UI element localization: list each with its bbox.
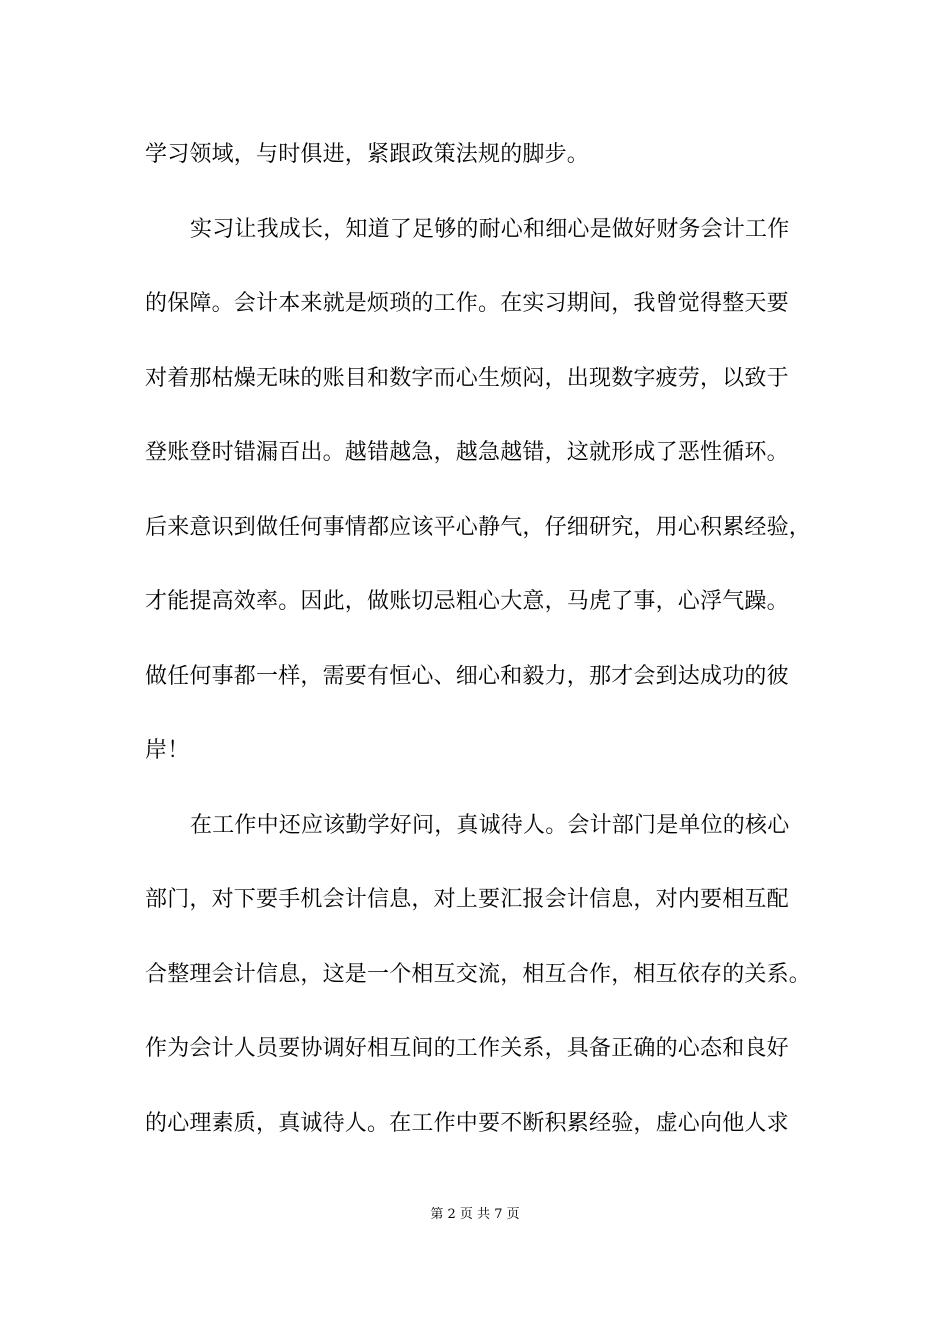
- page-footer: [0, 1206, 950, 1224]
- paragraph-line-1: 学习领域，与时俱进，紧跟政策法规的脚步。: [145, 142, 590, 167]
- paragraph-line-10: 在工作中还应该勤学好问，真诚待人。会计部门是单位的核心: [190, 813, 790, 838]
- paragraph-line-14: 的心理素质，真诚待人。在工作中要不断积累经验，虚心向他人求: [145, 1111, 789, 1136]
- page-number-label: 第 2 页 共 7 页: [430, 1207, 520, 1222]
- paragraph-line-8: 做任何事都一样，需要有恒心、细心和毅力，那才会到达成功的彼: [145, 664, 789, 689]
- paragraph-line-9: 岸！: [145, 738, 190, 763]
- paragraph-line-6: 后来意识到做任何事情都应该平心静气，仔细研究，用心积累经验，: [145, 515, 812, 540]
- paragraph-line-4: 对着那枯燥无味的账目和数字而心生烦闷，出现数字疲劳，以致于: [145, 366, 789, 391]
- paragraph-line-13: 作为会计人员要协调好相互间的工作关系，具备正确的心态和良好: [145, 1036, 789, 1061]
- paragraph-line-7: 才能提高效率。因此，做账切忌粗心大意，马虎了事，心浮气躁。: [145, 589, 789, 614]
- paragraph-line-11: 部门，对下要手机会计信息，对上要汇报会计信息，对内要相互配: [145, 887, 789, 912]
- paragraph-line-5: 登账登时错漏百出。越错越急，越急越错，这就形成了恶性循环。: [145, 440, 789, 465]
- paragraph-line-3: 的保障。会计本来就是烦琐的工作。在实习期间，我曾觉得整天要: [145, 291, 789, 316]
- paragraph-line-2: 实习让我成长，知道了足够的耐心和细心是做好财务会计工作: [190, 217, 790, 242]
- paragraph-line-12: 合整理会计信息，这是一个相互交流，相互合作，相互依存的关系。: [145, 962, 812, 987]
